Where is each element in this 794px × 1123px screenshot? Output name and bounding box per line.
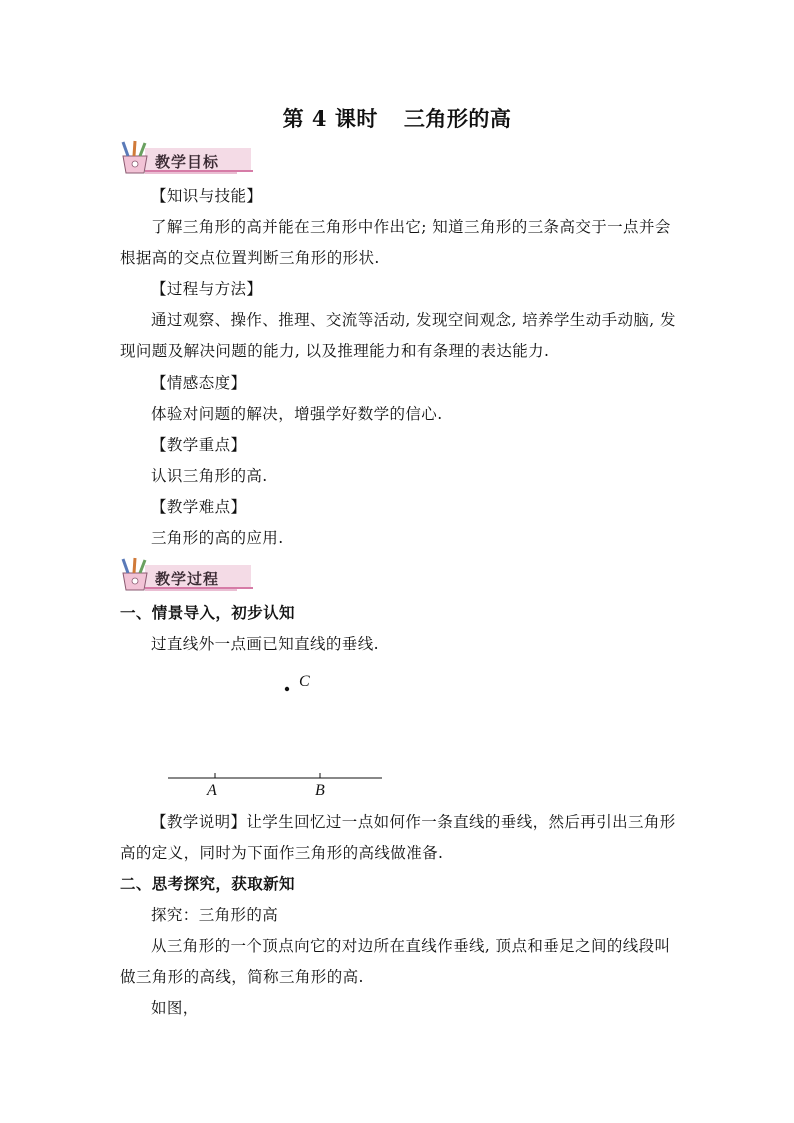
section-2-line-3: 做三角形的高线，简称三角形的高.	[120, 968, 364, 986]
page-title: 第 4 课时 三角形的高	[282, 106, 512, 131]
label-b: B	[315, 782, 325, 799]
label-a: A	[207, 782, 217, 799]
keypoint-line-1: 认识三角形的高.	[151, 467, 268, 485]
explain-line-2: 高的定义，同时为下面作三角形的高线做准备.	[120, 844, 444, 862]
explain-line-1: 【教学说明】让学生回忆过一点如何作一条直线的垂线，然后再引出三角形	[151, 813, 676, 831]
label-c: C	[299, 673, 310, 690]
perpendicular-figure	[160, 668, 400, 804]
keypoint-heading: 【教学重点】	[151, 436, 247, 454]
knowledge-line-2: 根据高的交点位置判断三角形的形状.	[120, 249, 380, 267]
section-1-line-1: 过直线外一点画已知直线的垂线.	[151, 635, 379, 653]
process-line-2: 现问题及解决问题的能力, 以及推理能力和有条理的表达能力.	[120, 342, 550, 360]
knowledge-line-1: 了解三角形的高并能在三角形中作出它; 知道三角形的三条高交于一点并会	[151, 218, 671, 236]
section-1-heading: 一、情景导入，初步认知	[120, 603, 295, 622]
process-line-1: 通过观察、操作、推理、交流等活动, 发现空间观念, 培养学生动手动脑, 发	[151, 311, 676, 329]
knowledge-heading: 【知识与技能】	[151, 187, 263, 205]
difficulty-heading: 【教学难点】	[151, 498, 247, 516]
point-c-dot	[285, 687, 289, 691]
difficulty-line-1: 三角形的高的应用.	[151, 529, 284, 547]
attitude-line-1: 体验对问题的解决，增强学好数学的信心.	[151, 405, 443, 423]
process-banner: 教学过程	[117, 557, 257, 593]
objectives-banner: 教学目标	[117, 140, 257, 176]
section-2-line-2: 从三角形的一个顶点向它的对边所在直线作垂线, 顶点和垂足之间的线段叫	[151, 937, 671, 955]
attitude-heading: 【情感态度】	[151, 374, 247, 392]
section-2-line-4: 如图，	[151, 999, 199, 1017]
section-2-heading: 二、思考探究，获取新知	[120, 874, 295, 893]
section-2-line-1: 探究：三角形的高	[151, 906, 279, 924]
process-heading: 【过程与方法】	[151, 280, 263, 298]
